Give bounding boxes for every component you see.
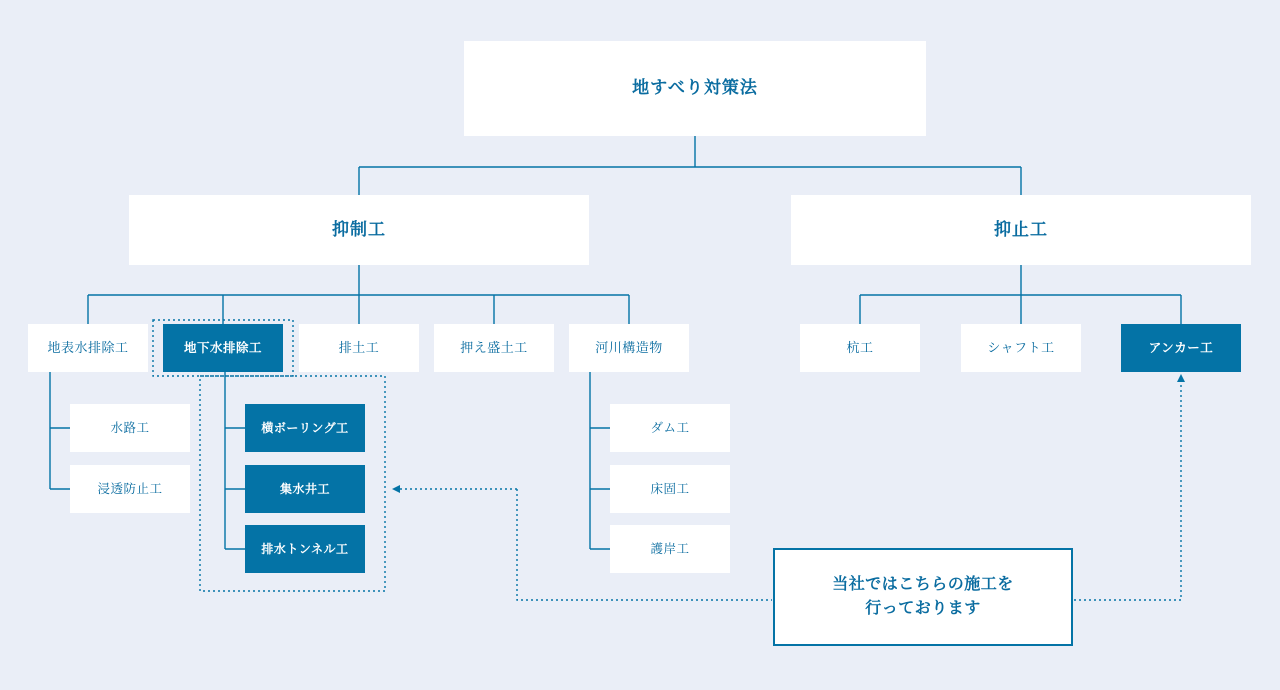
- node-label: 横ボーリング工: [261, 420, 349, 435]
- node-label: 水路工: [110, 420, 150, 435]
- node-drainage-tunnel: [245, 525, 365, 573]
- node-revetment-works: [610, 525, 730, 573]
- node-label: ダム工: [650, 420, 690, 435]
- node-pile-works: [800, 324, 920, 372]
- node-root-label: 地すべり対策法: [632, 78, 758, 98]
- node-shaft-works: [961, 324, 1081, 372]
- node-label: 床固工: [650, 481, 690, 496]
- node-label: 河川構造物: [595, 340, 663, 356]
- node-label: 排土工: [338, 340, 380, 356]
- node-label: 護岸工: [650, 541, 690, 556]
- node-infiltration-prevention: [70, 465, 190, 513]
- node-label: 抑制工: [332, 219, 386, 239]
- node-counterweight-fill: [434, 324, 554, 372]
- node-label: 浸透防止工: [97, 481, 163, 496]
- node-label: 排水トンネル工: [261, 541, 349, 556]
- node-earth-removal: [299, 324, 419, 372]
- node-label: 抑止工: [994, 219, 1048, 239]
- node-dam-works: [610, 404, 730, 452]
- node-label: 杭工: [846, 340, 874, 356]
- node-channel-works: [70, 404, 190, 452]
- node-surface-water-drainage: [28, 324, 148, 372]
- node-bed-consolidation: [610, 465, 730, 513]
- node-root: [464, 41, 926, 136]
- node-label: 集水井工: [279, 481, 330, 496]
- node-prevention-works: [791, 195, 1251, 265]
- callout-line-2: 行っております: [865, 600, 981, 617]
- callout-line-1: 当社ではこちらの施工を: [832, 576, 1014, 593]
- callout-text: [832, 573, 1014, 621]
- node-collector-well: [245, 465, 365, 513]
- node-label: 押え盛土工: [460, 340, 528, 356]
- node-label: 地表水排除工: [47, 340, 129, 356]
- callout-our-services: [773, 548, 1073, 646]
- node-river-structure: [569, 324, 689, 372]
- node-label: 地下水排除工: [183, 340, 262, 355]
- node-anchor-works: [1121, 324, 1241, 372]
- node-restraint-works: [129, 195, 589, 265]
- node-label: アンカー工: [1148, 340, 1214, 355]
- node-horizontal-boring: [245, 404, 365, 452]
- node-label: シャフト工: [987, 340, 1055, 356]
- node-groundwater-drainage: [163, 324, 283, 372]
